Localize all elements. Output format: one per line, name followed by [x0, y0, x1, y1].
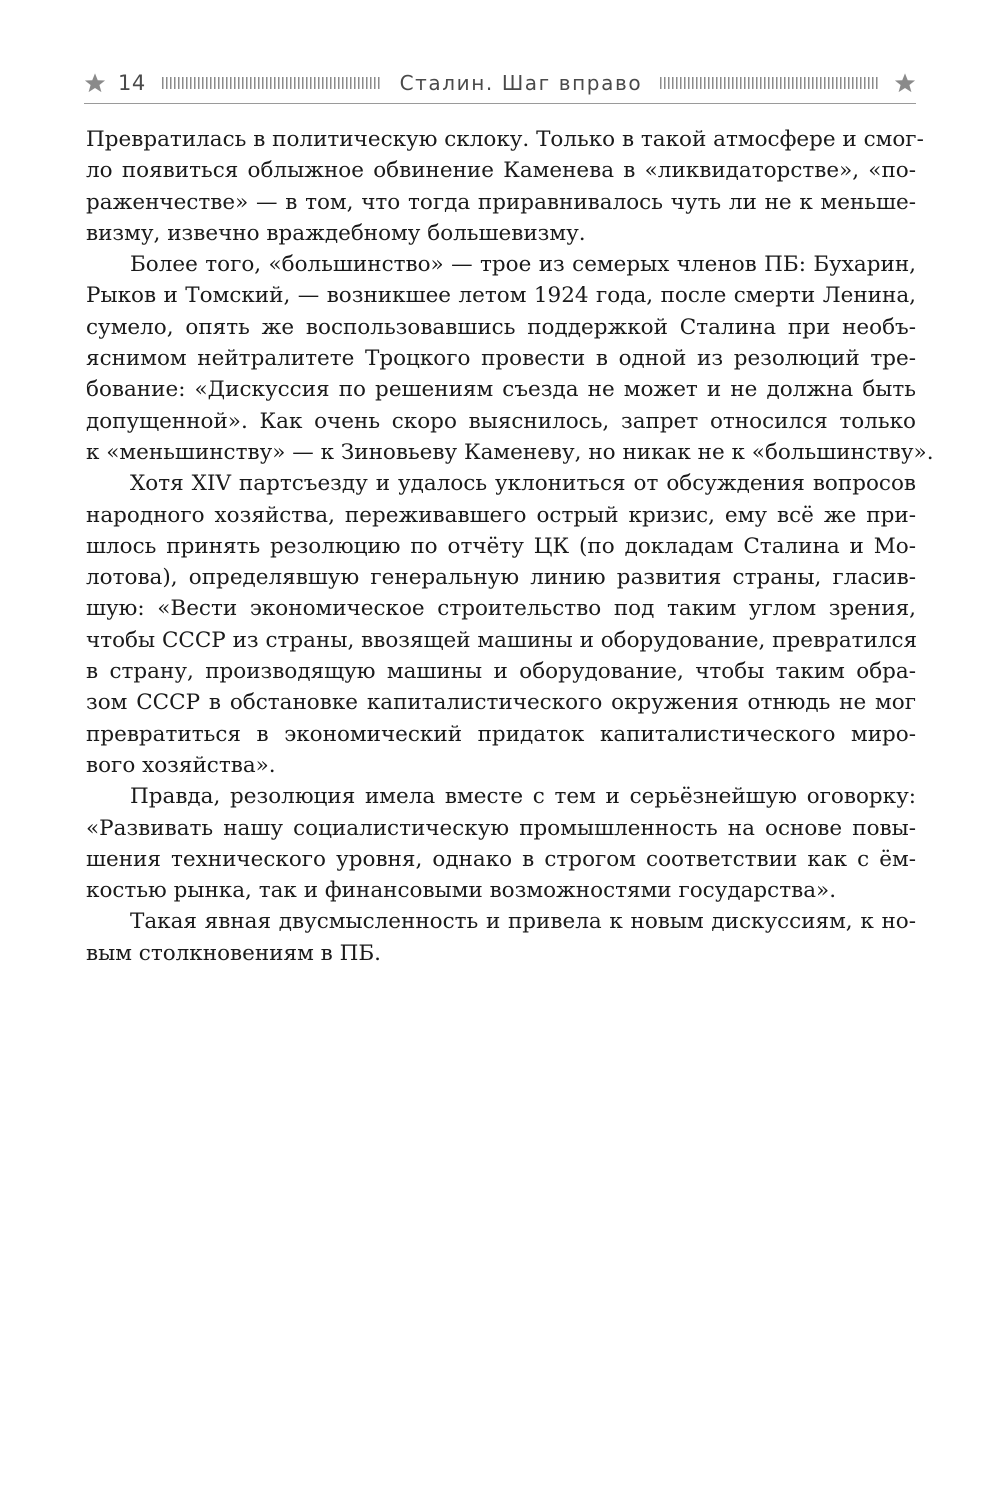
text-line: «Развивать нашу социалистическую промышленность на основе повы-: [86, 815, 916, 841]
paragraph: [86, 906, 916, 969]
paragraph: [86, 249, 934, 468]
text-line: чтобы СССР из страны, ввозящей машины и оборудование, превратился: [86, 627, 918, 653]
header-divider: [84, 103, 916, 104]
text-line: сумело, опять же воспользовавшись поддержкой Сталина при необъ-: [86, 314, 916, 340]
text-line: Рыков и Томский, — возникшее летом 1924 года, после смерти Ленина,: [86, 283, 916, 309]
text-line: шлось принять резолюцию по отчёту ЦК (по докладам Сталина и Мо-: [86, 533, 916, 559]
star-icon: [894, 72, 916, 94]
text-line: в страну, производящую машины и оборудование, чтобы таким обра-: [86, 659, 916, 685]
body-text: [86, 124, 934, 969]
text-line: яснимом нейтралитете Троцкого провести в одной из резолюций тре-: [86, 346, 916, 372]
text-line: Более того, «большинство» — трое из семерых членов ПБ: Бухарин,: [130, 252, 916, 278]
text-line: визму, извечно враждебному большевизму.: [86, 220, 586, 246]
text-line: Такая явная двусмысленность и привела к новым дискуссиям, к но-: [130, 909, 916, 935]
text-line: Хотя XIV партсъезду и удалось уклониться от обсуждения вопросов: [130, 471, 916, 497]
text-line: народного хозяйства, переживавшего острый кризис, ему всё же при-: [86, 502, 916, 528]
paragraph: [86, 124, 924, 249]
text-line: зом СССР в обстановке капиталистического окружения отнюдь не мог: [86, 690, 916, 716]
text-line: Превратилась в политическую склоку. Только в такой атмосфере и смог-: [86, 127, 924, 152]
text-line: вого хозяйства».: [86, 752, 276, 778]
text-line: раженчестве» — в том, что тогда приравнивалось чуть ли не к меньше-: [86, 189, 916, 215]
running-title: Сталин. Шаг вправо: [399, 71, 643, 95]
text-line: шения технического уровня, однако в строгом соответствии как с ём-: [86, 846, 916, 872]
decorative-rule-right: [660, 77, 880, 89]
paragraph: [86, 781, 916, 906]
text-line: допущенной». Как очень скоро выяснилось, запрет относился только: [86, 408, 916, 434]
text-line: бование: «Дискуссия по решениям съезда не может и не должна быть: [86, 377, 916, 403]
page-number: 14: [118, 71, 146, 95]
text-line: шую: «Вести экономическое строительство под таким углом зрения,: [86, 596, 916, 622]
star-icon: [84, 72, 106, 94]
paragraph: [86, 468, 916, 781]
text-line: лотова), определявшую генеральную линию развития страны, гласив-: [86, 565, 916, 591]
header-row: [84, 64, 916, 102]
text-line: костью рынка, так и финансовыми возможностями государства».: [86, 878, 837, 904]
text-line: вым столкновениям в ПБ.: [86, 940, 381, 966]
text-line: Правда, резолюция имела вместе с тем и серьёзнейшую оговорку:: [130, 784, 916, 810]
text-line: к «меньшинству» — к Зиновьеву Каменеву, но никак не к «большинству».: [86, 439, 934, 465]
decorative-rule-left: [162, 77, 382, 89]
text-line: превратиться в экономический придаток капиталистического миро-: [86, 721, 916, 747]
text-line: ло появиться облыжное обвинение Каменева в «ликвидаторстве», «по-: [86, 158, 916, 184]
running-header: [84, 64, 916, 104]
